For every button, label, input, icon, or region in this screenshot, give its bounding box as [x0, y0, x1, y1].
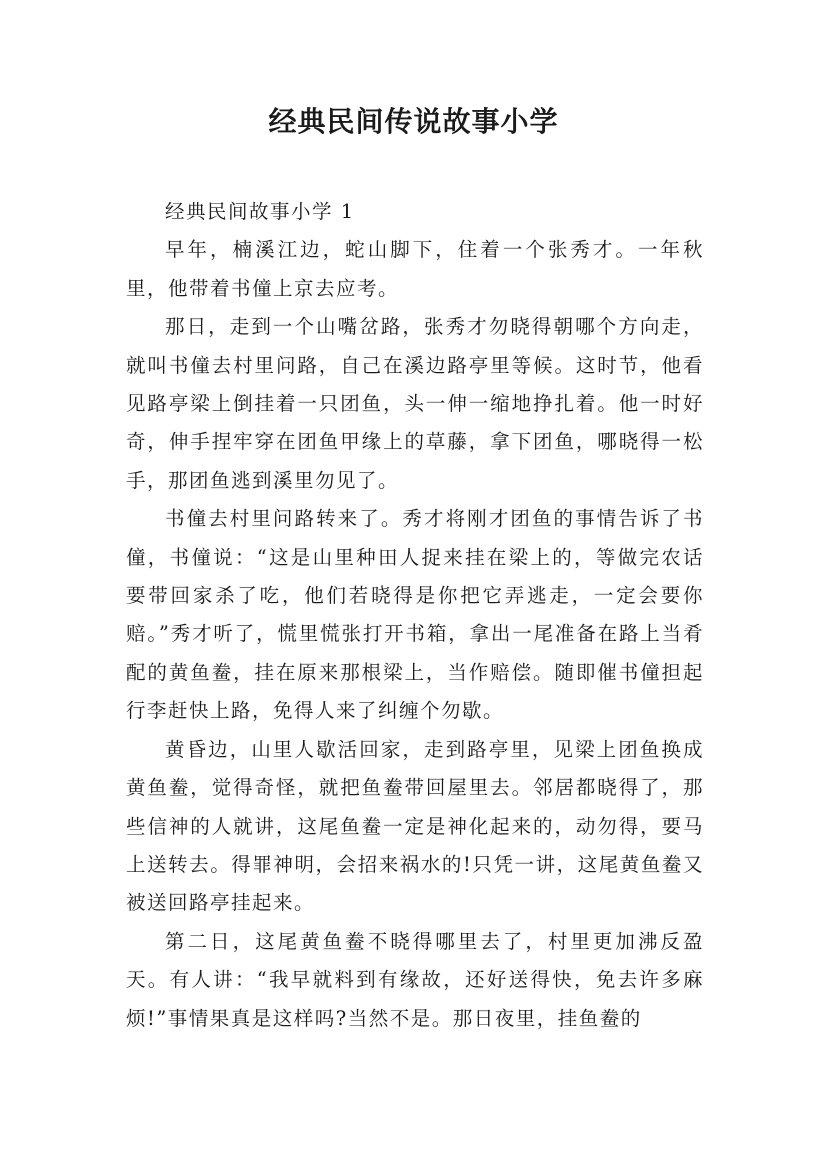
paragraph: 书僮去村里问路转来了。秀才将刚才团鱼的事情告诉了书僮，书僮说：“这是山里种田人捉来挂在梁上的，等做完农话要带回家杀了吃，他们若晓得是你把它弄逃走，一定会要你赔。”秀才听了，慌里慌张打开书箱，拿出一尾准备在路上当肴配的黄鱼鲞，挂在原来那根梁上，当作赔偿。随即催书僮担起行李赶快上路，免得人来了纠缠个勿歇。	[126, 507, 704, 723]
section-heading: 经典民间故事小学 1	[165, 200, 355, 223]
paragraph: 黄昏边，山里人歇活回家，走到路亭里，见梁上团鱼换成黄鱼鲞，觉得奇怪，就把鱼鲞带回屋里去。邻居都晓得了，那些信神的人就讲，这尾鱼鲞一定是神化起来的，动勿得，要马上送转去。得罪神明，会招来祸水的!只凭一讲，这尾黄鱼鲞又被送回路亭挂起来。	[126, 737, 704, 915]
paragraph: 早年，楠溪江边，蛇山脚下，住着一个张秀才。一年秋里，他带着书僮上京去应考。	[126, 238, 704, 300]
paragraph: 第二日，这尾黄鱼鲞不晓得哪里去了，村里更加沸反盈天。有人讲：“我早就料到有缘故，还好送得快，免去许多麻烦!”事情果真是这样吗?当然不是。那日夜里，挂鱼鲞的	[126, 929, 704, 1030]
document-body	[126, 193, 704, 1038]
paragraph: 那日，走到一个山嘴岔路，张秀才勿晓得朝哪个方向走，就叫书僮去村里问路，自己在溪边路亭里等候。这时节，他看见路亭梁上倒挂着一只团鱼，头一伸一缩地挣扎着。他一时好奇，伸手捏牢穿在团鱼甲缘上的草藤，拿下团鱼，哪晓得一松手，那团鱼逃到溪里勿见了。	[126, 315, 704, 492]
document-title: 经典民间传说故事小学	[268, 105, 559, 138]
